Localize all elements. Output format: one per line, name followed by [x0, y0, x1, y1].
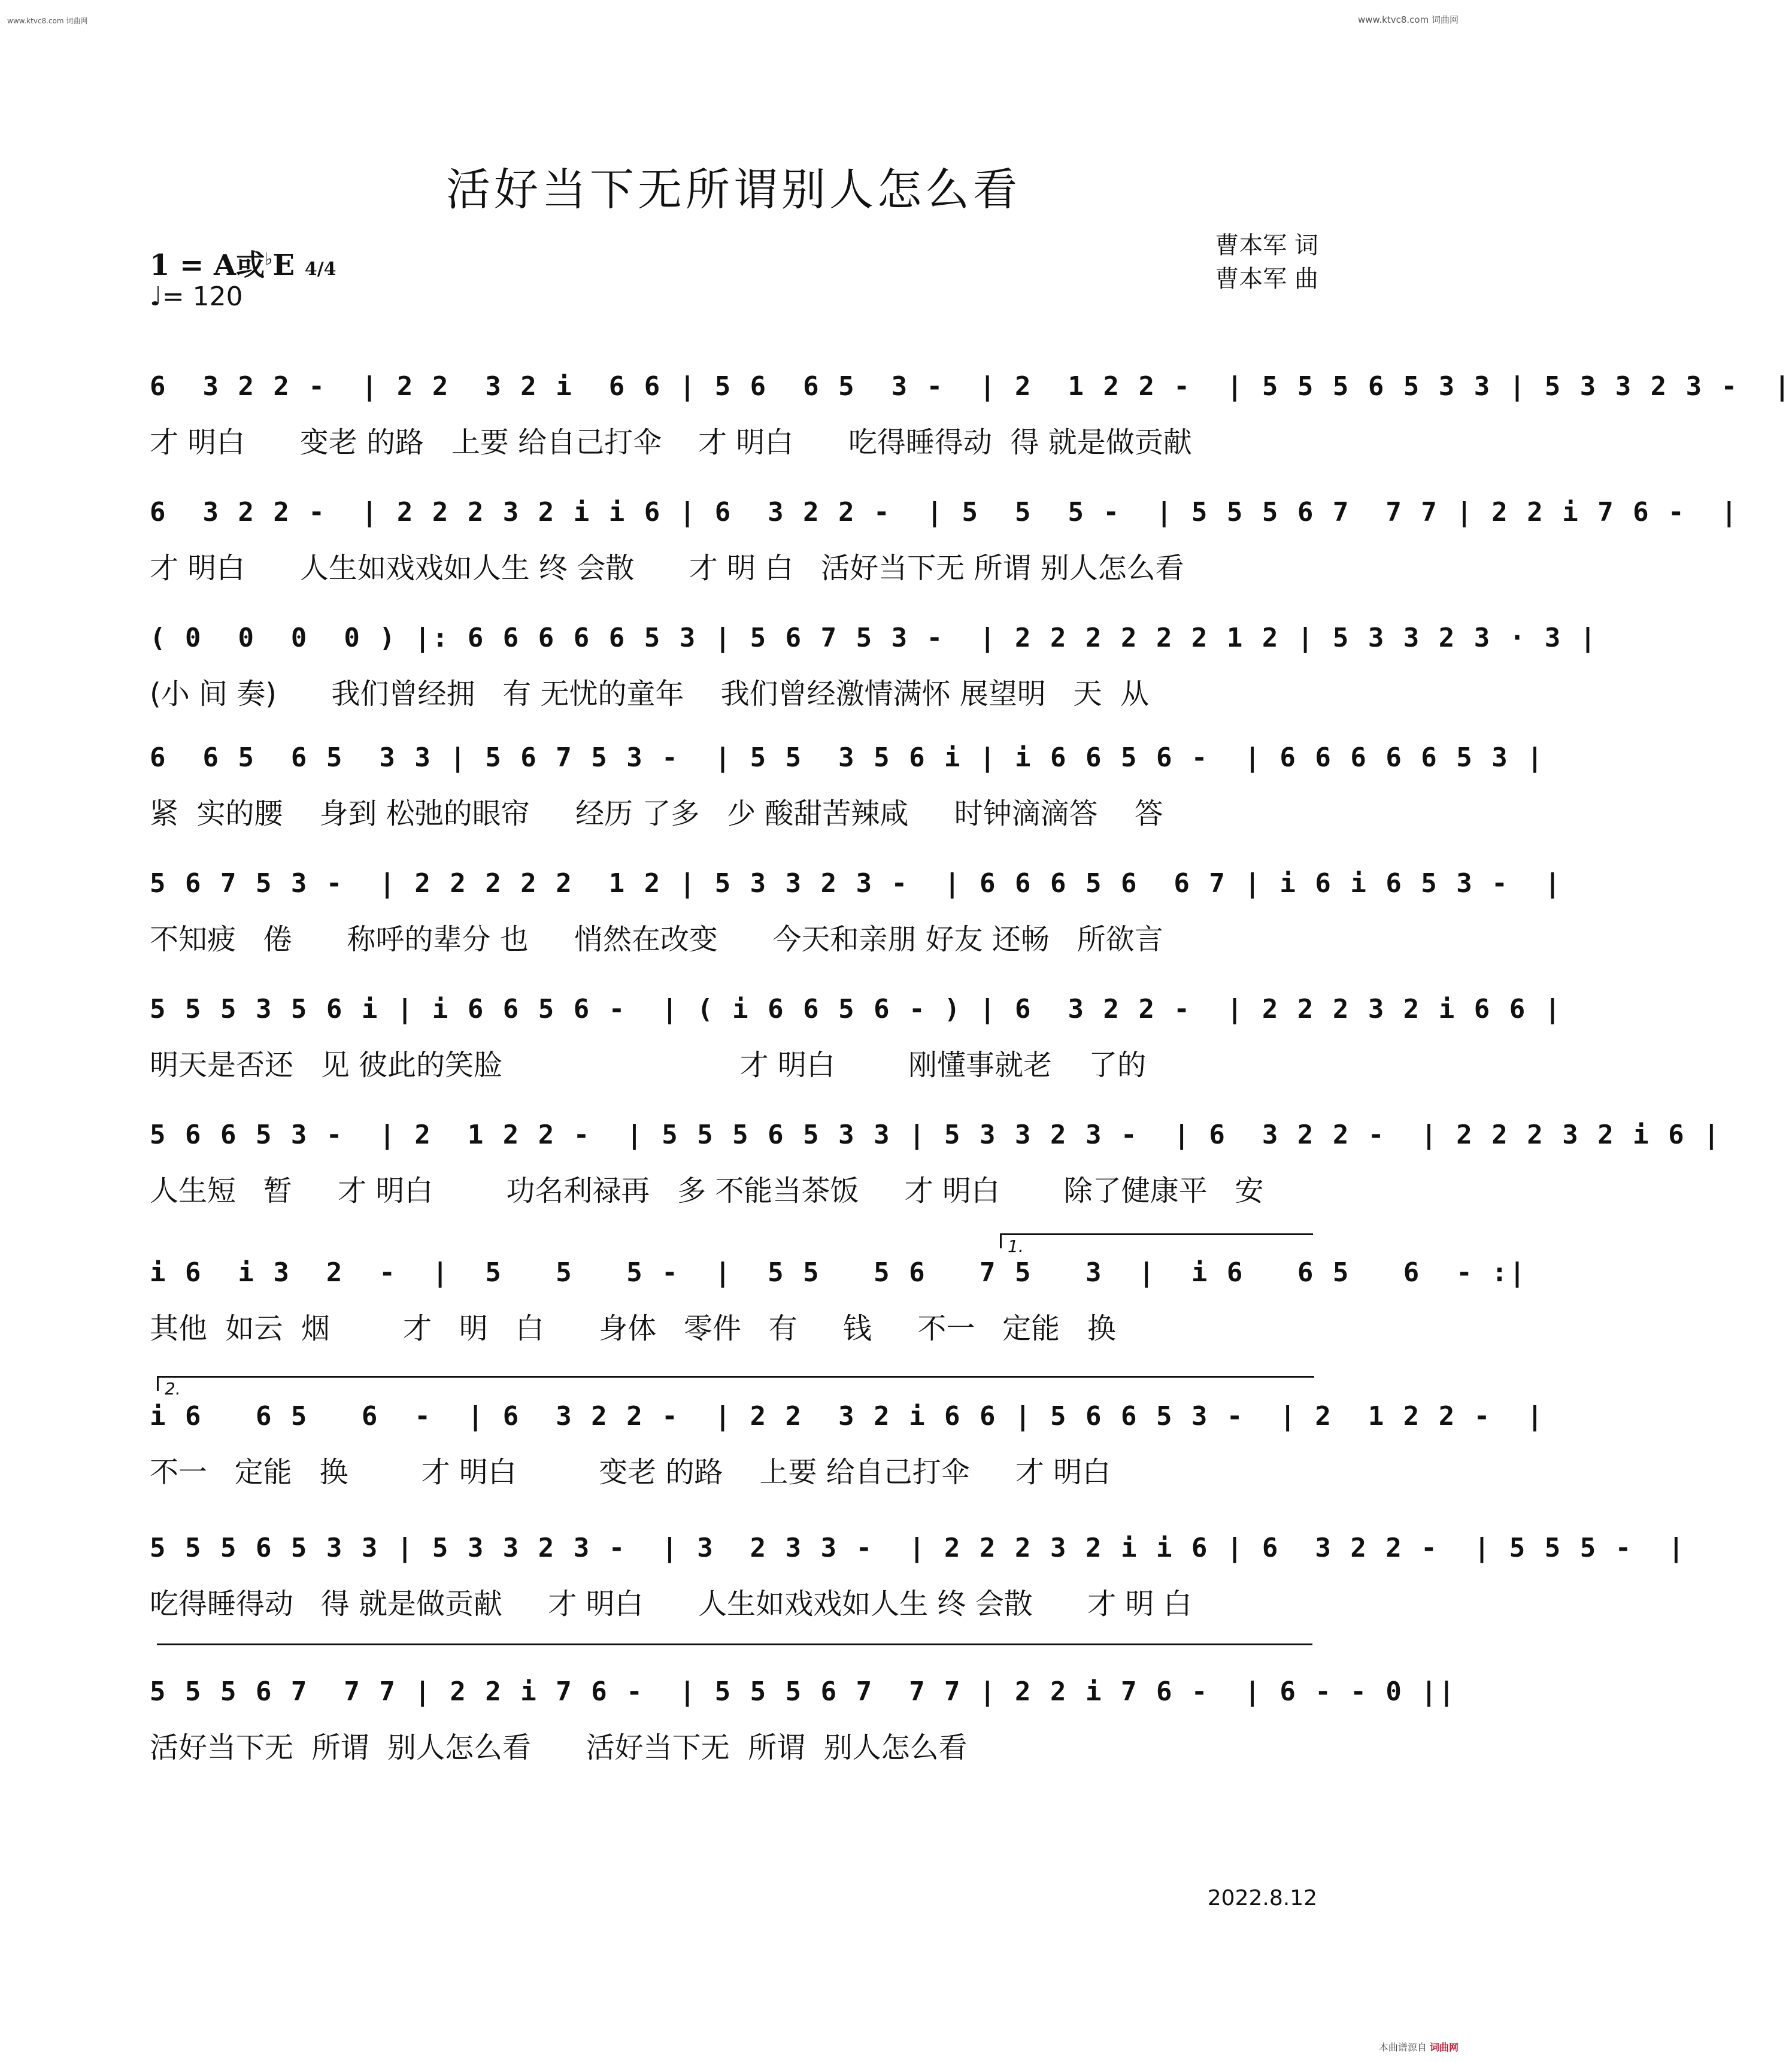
- composer-credit: 曹本军 曲: [1215, 265, 1318, 293]
- lyrics-line: 明天是否还 见 彼此的笑脸 才 明白 刚懂事就老 了的: [150, 1048, 1147, 1082]
- footer-text: 本曲谱源自: [1378, 2042, 1427, 2053]
- site-watermark-left: www.ktvc8.com 词曲网: [7, 17, 88, 25]
- lyrics-line: (小 间 奏) 我们曾经拥 有 无忧的童年 我们曾经激情满怀 展望明 天 从: [150, 677, 1150, 711]
- notation-line: 5 6 6 5 3 - | 2 1 2 2 - | 5 5 5 6 5 3 3 | 5 3 3 2 3 - | 6 3 2 2 - | 2 2 2 3 2 i 6 |: [150, 1120, 1721, 1150]
- notation-line: i 6 6 5 6 - | 6 3 2 2 - | 2 2 3 2 i 6 6 | 5 6 6 5 3 - | 2 1 2 2 - |: [150, 1401, 1545, 1432]
- section-line: [157, 1643, 1312, 1658]
- second-ending-label: 2.: [165, 1379, 181, 1399]
- footer-brand: 词曲网: [1429, 2042, 1459, 2053]
- key-main: 1 = A或: [150, 248, 265, 282]
- flat-symbol: ♭: [265, 249, 273, 269]
- first-ending-label: 1.: [1008, 1236, 1024, 1256]
- notation-line: i 6 i 3 2 - | 5 5 5 - | 5 5 5 6 7 5 3 | i 6 6 5 6 - :|: [150, 1257, 1527, 1288]
- credits: [1215, 229, 1318, 296]
- notation-line: 6 3 2 2 - | 2 2 2 3 2 i i 6 | 6 3 2 2 - | 5 5 5 - | 5 5 5 6 7 7 7 | 2 2 i 7 6 - |: [150, 497, 1739, 527]
- lyrics-line: 其他 如云 烟 才 明 白 身体 零件 有 钱 不一 定能 换: [150, 1312, 1116, 1345]
- notation-line: 6 6 5 6 5 3 3 | 5 6 7 5 3 - | 5 5 3 5 6 i | i 6 6 5 6 - | 6 6 6 6 6 5 3 |: [150, 742, 1545, 773]
- footer-source: [1379, 2040, 1459, 2054]
- notation-line: 5 5 5 6 5 3 3 | 5 3 3 2 3 - | 3 2 3 3 - | 2 2 2 3 2 i i 6 | 6 3 2 2 - | 5 5 5 - |: [150, 1533, 1686, 1563]
- lyrics-line: 活好当下无 所谓 别人怎么看 活好当下无 所谓 别人怎么看: [150, 1731, 968, 1764]
- notation-line: 5 5 5 3 5 6 i | i 6 6 5 6 - | ( i 6 6 5 6 - ) | 6 3 2 2 - | 2 2 2 3 2 i 6 6 |: [150, 994, 1563, 1024]
- time-signature: 4/4: [304, 259, 336, 280]
- site-watermark-right: www.ktvc8.com 词曲网: [1357, 14, 1459, 25]
- notation-line: 6 3 2 2 - | 2 2 3 2 i 6 6 | 5 6 6 5 3 - | 2 1 2 2 - | 5 5 5 6 5 3 3 | 5 3 3 2 3 - |: [150, 371, 1792, 402]
- key-signature: [150, 242, 336, 283]
- lyrics-line: 才 明白 人生如戏戏如人生 终 会散 才 明 白 活好当下无 所谓 别人怎么看: [150, 551, 1184, 585]
- second-ending-bracket: [157, 1376, 1314, 1399]
- first-ending-bracket: [1000, 1233, 1313, 1256]
- lyrics-line: 紧 实的腰 身到 松弛的眼帘 经历 了多 少 酸甜苦辣咸 时钟滴滴答 答: [150, 797, 1163, 830]
- date: 2022.8.12: [1207, 1886, 1317, 1911]
- tempo-marking: ♩= 120: [150, 281, 243, 312]
- lyrics-line: 才 明白 变老 的路 上要 给自己打伞 才 明白 吃得睡得动 得 就是做贡献: [150, 426, 1192, 459]
- notation-line: 5 6 7 5 3 - | 2 2 2 2 2 1 2 | 5 3 3 2 3 - | 6 6 6 5 6 6 7 | i 6 i 6 5 3 - |: [150, 868, 1563, 899]
- song-title: 活好当下无所谓别人怎么看: [446, 164, 1021, 216]
- lyrics-line: 不知疲 倦 称呼的辈分 也 悄然在改变 今天和亲朋 好友 还畅 所欲言: [150, 923, 1163, 956]
- key-note: E: [272, 248, 295, 282]
- notation-line: ( 0 0 0 0 ) |: 6 6 6 6 6 5 3 | 5 6 7 5 3 - | 2 2 2 2 2 2 1 2 | 5 3 3 2 3 · 3 |: [150, 623, 1598, 653]
- lyrics-line: 吃得睡得动 得 就是做贡献 才 明白 人生如戏戏如人生 终 会散 才 明 白: [150, 1587, 1192, 1621]
- lyrics-line: 不一 定能 换 才 明白 变老 的路 上要 给自己打伞 才 明白: [150, 1455, 1111, 1489]
- notation-line: 5 5 5 6 7 7 7 | 2 2 i 7 6 - | 5 5 5 6 7 7 7 | 2 2 i 7 6 - | 6 - - 0 ||: [150, 1676, 1457, 1707]
- lyrics-line: 人生短 暂 才 明白 功名利禄再 多 不能当茶饭 才 明白 除了健康平 安: [150, 1174, 1264, 1208]
- lyricist-credit: 曹本军 词: [1215, 232, 1318, 259]
